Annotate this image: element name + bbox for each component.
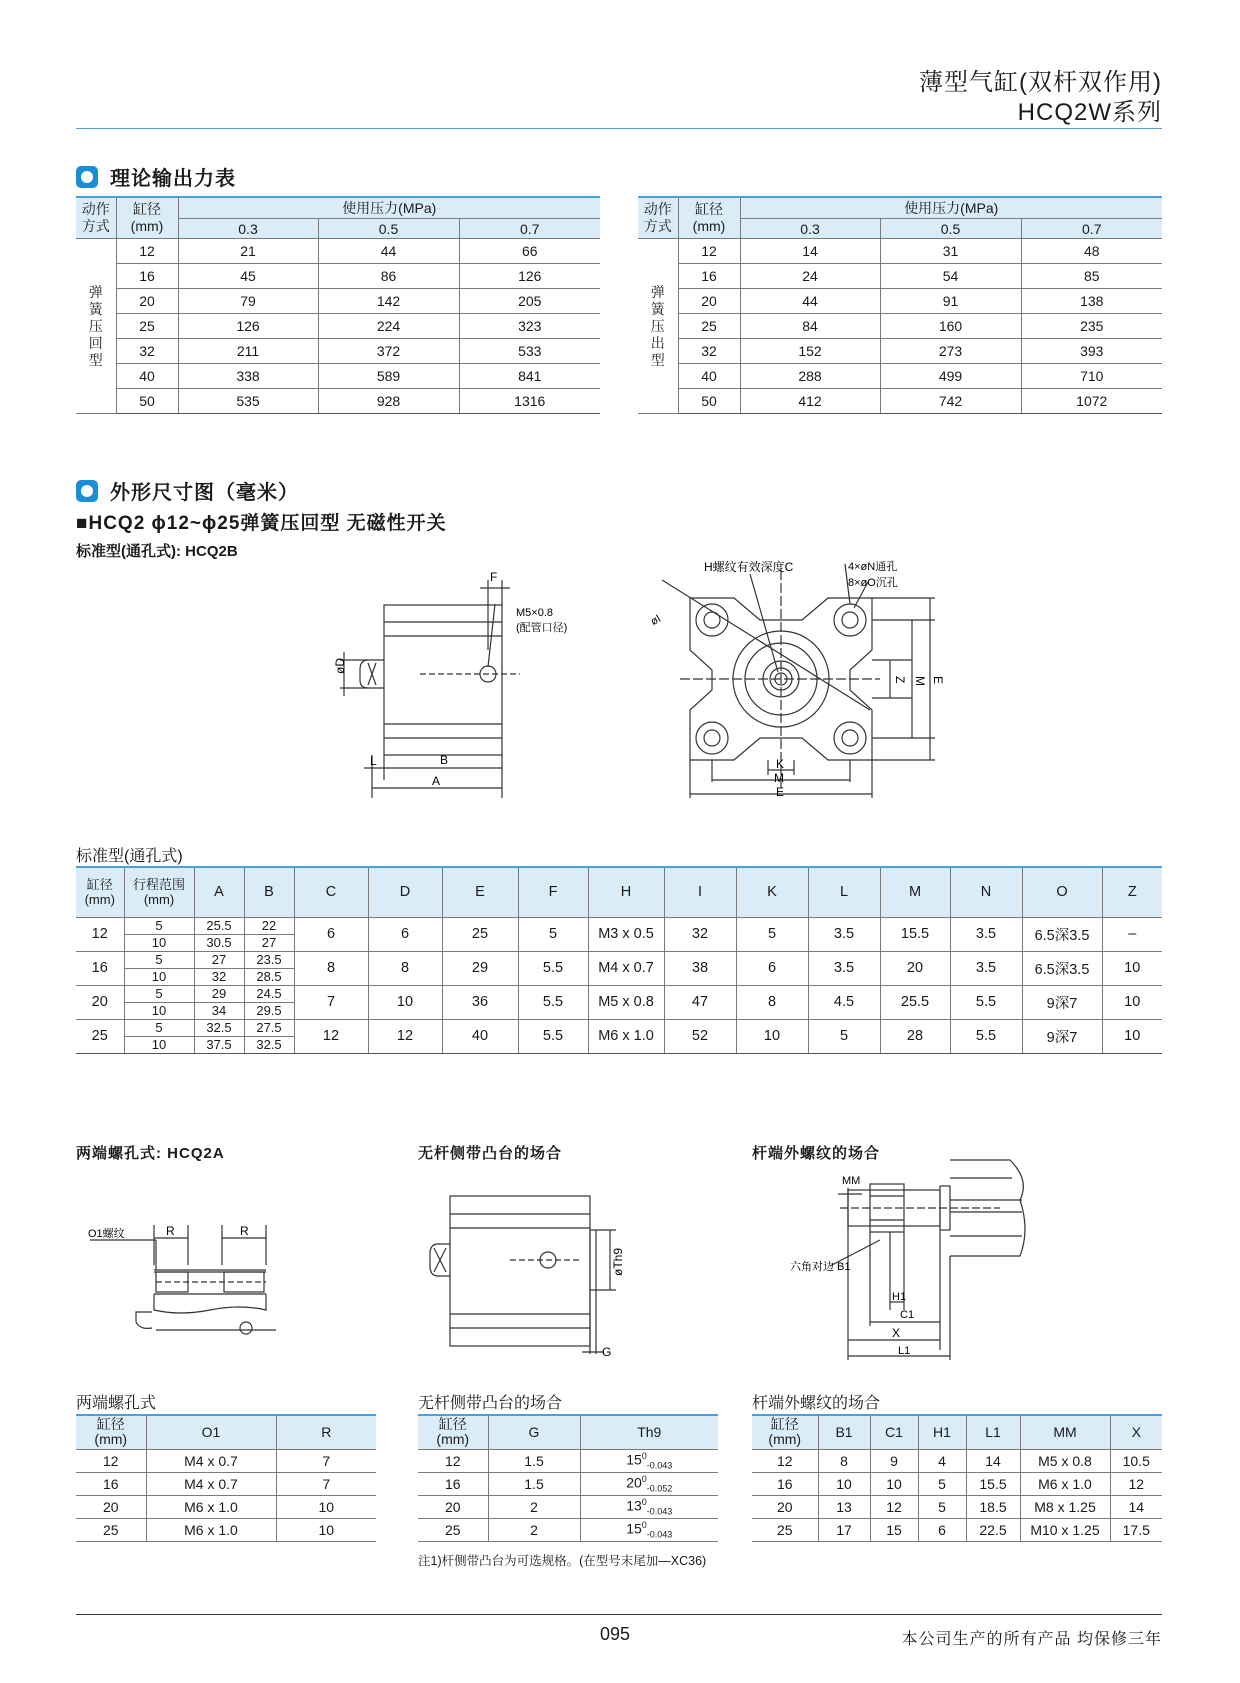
header-bore: 缸径 (mm) — [752, 1415, 818, 1449]
table-cell: 14 — [966, 1449, 1020, 1472]
pressure-0-5: 0.5 — [318, 219, 459, 239]
header-N: N — [950, 867, 1022, 917]
table-cell: 10 — [1102, 985, 1162, 1019]
section-bullet-icon — [76, 480, 98, 502]
table-cell: 8 — [818, 1449, 870, 1472]
table-cell: 499 — [880, 364, 1021, 389]
header-mm: MM — [1020, 1415, 1110, 1449]
table-cell: 9深7 — [1022, 1019, 1102, 1053]
table-cell: 25 — [76, 1019, 124, 1053]
table-cell: 20 — [880, 951, 950, 985]
dim-label-E: E — [931, 676, 945, 685]
header-th9: Th9 — [580, 1415, 718, 1449]
dim-label-R-right: R — [240, 1224, 249, 1238]
header-H: H — [588, 867, 664, 917]
table-cell: 27.5 — [244, 1019, 294, 1036]
table-cell: 9深7 — [1022, 985, 1102, 1019]
table-cell: 34 — [194, 1002, 244, 1019]
table-cell: 20 — [116, 289, 178, 314]
table-cell: M4 x 0.7 — [146, 1449, 276, 1472]
header-bore: 缸径 (mm) — [76, 1415, 146, 1449]
table-cell: 5.5 — [518, 1019, 588, 1053]
dim-label-F: F — [490, 570, 498, 584]
header-L: L — [808, 867, 880, 917]
table-cell: 126 — [178, 314, 318, 339]
table-a-caption: 两端螺孔式 — [76, 1395, 157, 1412]
header-pressure: 使用压力(MPa) — [178, 197, 600, 219]
table-cell: 91 — [880, 289, 1021, 314]
table-cell: 20 — [76, 985, 124, 1019]
table-cell: 10 — [276, 1518, 376, 1541]
table-cell: 5 — [918, 1472, 966, 1495]
force-table-spring-extend — [638, 196, 1162, 414]
table-cell: 5 — [518, 917, 588, 951]
dim-label-E-horizontal: E — [776, 785, 785, 799]
table-cell: 32.5 — [244, 1036, 294, 1053]
table-cell: 28 — [880, 1019, 950, 1053]
tapped-ends-table — [76, 1414, 376, 1542]
dim-label-X: X — [892, 1326, 901, 1340]
boss-head-drawing — [420, 1176, 625, 1359]
action-type-cell: 弹 簧 压 出 型 — [638, 239, 678, 414]
subsection-rod-male-thread: 杆端外螺纹的场合 — [752, 1145, 881, 1162]
table-cell: 23.5 — [244, 951, 294, 968]
table-cell: 86 — [318, 264, 459, 289]
table-cell: 10 — [1102, 1019, 1162, 1053]
table-cell: 16 — [418, 1472, 488, 1495]
thread-mm-label: MM — [842, 1175, 861, 1187]
table-cell: 14 — [1110, 1495, 1162, 1518]
section-bullet-icon — [76, 166, 98, 188]
table-c-caption: 杆端外螺纹的场合 — [752, 1395, 881, 1412]
header-stroke: 行程范围 (mm) — [124, 867, 194, 917]
table-cell: 5 — [124, 1019, 194, 1036]
table-cell: 235 — [1021, 314, 1162, 339]
table-cell: 7 — [276, 1472, 376, 1495]
table-cell: 66 — [459, 239, 600, 264]
table-cell: 15 — [870, 1518, 918, 1541]
table-cell: 1.5 — [488, 1449, 580, 1472]
table-cell: 20 — [752, 1495, 818, 1518]
table-cell: – — [1102, 917, 1162, 951]
table-cell: 17.5 — [1110, 1518, 1162, 1541]
table-cell: 16 — [76, 1472, 146, 1495]
table-cell: 12 — [752, 1449, 818, 1472]
port-thread-label: M5×0.8 — [516, 607, 553, 619]
header-C: C — [294, 867, 368, 917]
table-cell: 17 — [818, 1518, 870, 1541]
table-cell: 7 — [276, 1449, 376, 1472]
table-cell: 10 — [818, 1472, 870, 1495]
pressure-0-3: 0.3 — [178, 219, 318, 239]
tolerance-cell: $15^0_{-0.043}$ — [580, 1518, 718, 1541]
table-cell: 393 — [1021, 339, 1162, 364]
table-cell: 7 — [294, 985, 368, 1019]
table-cell: 30.5 — [194, 934, 244, 951]
table-cell: M4 x 0.7 — [146, 1472, 276, 1495]
port-note-label: (配管口径) — [516, 622, 568, 634]
table-cell: 5 — [124, 951, 194, 968]
table-cell: 45 — [178, 264, 318, 289]
table-cell: 29 — [194, 985, 244, 1002]
table-cell: 5.5 — [518, 985, 588, 1019]
table-cell: 52 — [664, 1019, 736, 1053]
table-cell: M8 x 1.25 — [1020, 1495, 1110, 1518]
header-O: O — [1022, 867, 1102, 917]
table-cell: 40 — [116, 364, 178, 389]
table-cell: 13 — [818, 1495, 870, 1518]
table-cell: 1316 — [459, 389, 600, 414]
table-cell: 5.5 — [950, 985, 1022, 1019]
header-o1: O1 — [146, 1415, 276, 1449]
table-cell: 338 — [178, 364, 318, 389]
header-M: M — [880, 867, 950, 917]
table-cell: 5 — [918, 1495, 966, 1518]
table-cell: 50 — [678, 389, 740, 414]
section-force-heading — [76, 162, 236, 191]
table-cell: 16 — [752, 1472, 818, 1495]
table-cell: 12 — [76, 1449, 146, 1472]
table-cell: 25 — [418, 1518, 488, 1541]
table-cell: 25 — [76, 1518, 146, 1541]
table-cell: 3.5 — [808, 917, 880, 951]
thread-depth-label: H螺纹有效深度C — [704, 560, 794, 574]
header-action-2: 方式 — [81, 218, 110, 234]
table-cell: 6 — [294, 917, 368, 951]
table-cell: 29 — [442, 951, 518, 985]
pressure-0-7: 0.7 — [459, 219, 600, 239]
table-cell: 6 — [918, 1518, 966, 1541]
pressure-0-3: 0.3 — [740, 219, 880, 239]
header-pressure: 使用压力(MPa) — [740, 197, 1162, 219]
header-F: F — [518, 867, 588, 917]
dim-label-H1: H1 — [892, 1291, 907, 1303]
table-cell: 742 — [880, 389, 1021, 414]
table-cell: 32 — [664, 917, 736, 951]
dim-label-K: K — [776, 757, 785, 771]
table-cell: 85 — [1021, 264, 1162, 289]
table-cell: 412 — [740, 389, 880, 414]
table-cell: 5 — [124, 985, 194, 1002]
table-cell: 12 — [116, 239, 178, 264]
table-cell: 533 — [459, 339, 600, 364]
dim-label-G: G — [602, 1345, 612, 1359]
table-cell: 37.5 — [194, 1036, 244, 1053]
header-bore-1: 缸径 — [695, 201, 723, 217]
table-cell: 8 — [294, 951, 368, 985]
table-cell: 54 — [880, 264, 1021, 289]
header-D: D — [368, 867, 442, 917]
subsection-tapped-both-ends: 两端螺孔式: HCQ2A — [76, 1145, 225, 1162]
table-cell: 27 — [244, 934, 294, 951]
tolerance-cell: $15^0_{-0.043}$ — [580, 1449, 718, 1472]
table-cell: 38 — [664, 951, 736, 985]
table-cell: 6 — [736, 951, 808, 985]
table-cell: 3.5 — [808, 951, 880, 985]
rod-male-thread-drawing — [790, 1160, 1040, 1360]
header-bore-2: (mm) — [692, 218, 726, 234]
table-b-caption: 无杆侧带凸台的场合 — [418, 1395, 563, 1412]
table-cell: M3 x 0.5 — [588, 917, 664, 951]
page-number: 095 — [600, 1624, 631, 1644]
dim-label-I: øI — [648, 612, 664, 629]
table-cell: 79 — [178, 289, 318, 314]
header-divider — [76, 128, 1162, 129]
table-cell: 40 — [678, 364, 740, 389]
table-cell: 32 — [194, 968, 244, 985]
table-cell: 372 — [318, 339, 459, 364]
table-cell: 3.5 — [950, 951, 1022, 985]
header-x: X — [1110, 1415, 1162, 1449]
table-cell: 10 — [1102, 951, 1162, 985]
action-type-cell: 弹 簧 压 回 型 — [76, 239, 116, 414]
dim-label-Z: Z — [893, 676, 907, 684]
table-cell: M10 x 1.25 — [1020, 1518, 1110, 1541]
table-cell: 10 — [736, 1019, 808, 1053]
table-cell: 8 — [368, 951, 442, 985]
header-action-2: 方式 — [643, 218, 672, 234]
table-cell: M6 x 1.0 — [146, 1518, 276, 1541]
table-cell: 12 — [678, 239, 740, 264]
table-cell: 20 — [418, 1495, 488, 1518]
table-cell: 12 — [870, 1495, 918, 1518]
table-cell: 5 — [124, 917, 194, 934]
table-cell: 28.5 — [244, 968, 294, 985]
table-cell: 15.5 — [880, 917, 950, 951]
pressure-0-7: 0.7 — [1021, 219, 1162, 239]
table-cell: 16 — [116, 264, 178, 289]
table-cell: 1.5 — [488, 1472, 580, 1495]
header-I: I — [664, 867, 736, 917]
standard-type-label: 标准型(通孔式): HCQ2B — [76, 543, 238, 560]
subsection-boss-head-side: 无杆侧带凸台的场合 — [418, 1145, 563, 1162]
footer-divider — [76, 1614, 1162, 1615]
dim-label-B: B — [440, 753, 449, 767]
table-cell: 40 — [442, 1019, 518, 1053]
dim-label-L1: L1 — [898, 1345, 911, 1357]
table-cell: 12 — [418, 1449, 488, 1472]
table-cell: 589 — [318, 364, 459, 389]
table-cell: 25.5 — [880, 985, 950, 1019]
table-cell: 273 — [880, 339, 1021, 364]
table-cell: 142 — [318, 289, 459, 314]
table-cell: 44 — [318, 239, 459, 264]
counterbore-label: 8×øO沉孔 — [848, 577, 898, 589]
dim-label-M-horizontal: M — [774, 771, 784, 785]
rod-male-thread-table — [752, 1414, 1162, 1542]
table-cell: 10 — [124, 934, 194, 951]
table-cell: 9 — [870, 1449, 918, 1472]
header-B: B — [244, 867, 294, 917]
table-cell: 10 — [368, 985, 442, 1019]
table-cell: M5 x 0.8 — [588, 985, 664, 1019]
catalog-title: 薄型气缸(双杆双作用) — [919, 69, 1162, 96]
front-view-drawing — [648, 560, 945, 805]
table-cell: 48 — [1021, 239, 1162, 264]
header-h1: H1 — [918, 1415, 966, 1449]
model-subtitle: ■HCQ2 ϕ12~ϕ25弹簧压回型 无磁性开关 — [76, 513, 447, 534]
table-cell: 12 — [76, 917, 124, 951]
table-cell: 1072 — [1021, 389, 1162, 414]
dim-label-L: L — [370, 754, 377, 768]
table-cell: 160 — [880, 314, 1021, 339]
table-cell: 10 — [124, 1002, 194, 1019]
header-E: E — [442, 867, 518, 917]
hex-width-label: 六角对边 B1 — [790, 1261, 851, 1273]
table-cell: 16 — [678, 264, 740, 289]
header-action-1: 动作 — [81, 201, 110, 217]
table-cell: 18.5 — [966, 1495, 1020, 1518]
table-cell: 20 — [678, 289, 740, 314]
table-cell: M6 x 1.0 — [1020, 1472, 1110, 1495]
table-cell: 224 — [318, 314, 459, 339]
footnote: 注1)杆侧带凸台为可选规格。(在型号末尾加—XC36) — [418, 1554, 707, 1568]
table-cell: 47 — [664, 985, 736, 1019]
table-cell: 36 — [442, 985, 518, 1019]
series-name: HCQ2W系列 — [1017, 99, 1162, 126]
table-cell: 29.5 — [244, 1002, 294, 1019]
table-cell: 288 — [740, 364, 880, 389]
section-dimensions-heading — [76, 476, 299, 505]
table-cell: 27 — [194, 951, 244, 968]
table-cell: 126 — [459, 264, 600, 289]
tapped-ends-drawing — [80, 1210, 290, 1340]
table-cell: 10 — [276, 1495, 376, 1518]
dim-label-C1: C1 — [900, 1309, 915, 1321]
boss-head-table — [418, 1414, 718, 1542]
table-cell: 6 — [368, 917, 442, 951]
table-cell: 205 — [459, 289, 600, 314]
table-cell: M6 x 1.0 — [588, 1019, 664, 1053]
warranty-note: 本公司生产的所有产品 均保修三年 — [901, 1631, 1162, 1648]
table-cell: 25 — [752, 1518, 818, 1541]
table-cell: 5.5 — [518, 951, 588, 985]
thread-o1-label: O1螺纹 — [88, 1228, 125, 1240]
pressure-0-5: 0.5 — [880, 219, 1021, 239]
header-Z: Z — [1102, 867, 1162, 917]
header-bore-2: (mm) — [130, 218, 164, 234]
table-cell: 84 — [740, 314, 880, 339]
table-cell: 710 — [1021, 364, 1162, 389]
table-cell: 10 — [870, 1472, 918, 1495]
header-K: K — [736, 867, 808, 917]
table-cell: 32 — [678, 339, 740, 364]
table-cell: 211 — [178, 339, 318, 364]
dim-label-Th9: øTh9 — [611, 1247, 625, 1276]
table-cell: 50 — [116, 389, 178, 414]
table-cell: 5.5 — [950, 1019, 1022, 1053]
table-cell: 2 — [488, 1518, 580, 1541]
table-cell: 31 — [880, 239, 1021, 264]
table-cell: 3.5 — [950, 917, 1022, 951]
table-cell: 535 — [178, 389, 318, 414]
table-cell: 5 — [808, 1019, 880, 1053]
table-cell: 25 — [678, 314, 740, 339]
table-cell: 10 — [124, 1036, 194, 1053]
table-cell: 10.5 — [1110, 1449, 1162, 1472]
table-cell: 20 — [76, 1495, 146, 1518]
table-cell: 4.5 — [808, 985, 880, 1019]
dim-label-D: øD — [333, 658, 347, 674]
table-cell: 6.5深3.5 — [1022, 917, 1102, 951]
table-cell: 6.5深3.5 — [1022, 951, 1102, 985]
tolerance-cell: $13^0_{-0.043}$ — [580, 1495, 718, 1518]
table-cell: 12 — [368, 1019, 442, 1053]
tolerance-cell: $20^0_{-0.052}$ — [580, 1472, 718, 1495]
section-dimensions-title: 外形尺寸图（毫米） — [110, 482, 299, 504]
table-cell: 24 — [740, 264, 880, 289]
header-A: A — [194, 867, 244, 917]
table-cell: 138 — [1021, 289, 1162, 314]
table-cell: 12 — [294, 1019, 368, 1053]
side-view-drawing — [320, 570, 568, 800]
header-c1: C1 — [870, 1415, 918, 1449]
header-action-1: 动作 — [643, 201, 672, 217]
through-hole-label: 4×øN通孔 — [848, 561, 898, 573]
table-cell: 2 — [488, 1495, 580, 1518]
table-cell: 5 — [736, 917, 808, 951]
table-cell: 25.5 — [194, 917, 244, 934]
header-bore-1: 缸径 — [133, 201, 161, 217]
table-cell: 25 — [442, 917, 518, 951]
table-cell: 21 — [178, 239, 318, 264]
header-l1: L1 — [966, 1415, 1020, 1449]
table-cell: 32.5 — [194, 1019, 244, 1036]
table-cell: 12 — [1110, 1472, 1162, 1495]
table-cell: M4 x 0.7 — [588, 951, 664, 985]
header-r: R — [276, 1415, 376, 1449]
header-bore: 缸径 (mm) — [418, 1415, 488, 1449]
header-g: G — [488, 1415, 580, 1449]
header-b1: B1 — [818, 1415, 870, 1449]
table-cell: M6 x 1.0 — [146, 1495, 276, 1518]
table-cell: 841 — [459, 364, 600, 389]
table-cell: 16 — [76, 951, 124, 985]
table-cell: 44 — [740, 289, 880, 314]
table-cell: 32 — [116, 339, 178, 364]
table-cell: 22.5 — [966, 1518, 1020, 1541]
header-bore: 缸径 (mm) — [76, 867, 124, 917]
table-cell: 928 — [318, 389, 459, 414]
force-table-spring-return — [76, 196, 600, 414]
table-cell: M5 x 0.8 — [1020, 1449, 1110, 1472]
table-cell: 25 — [116, 314, 178, 339]
table-cell: 24.5 — [244, 985, 294, 1002]
table-cell: 10 — [124, 968, 194, 985]
table-cell: 14 — [740, 239, 880, 264]
table-cell: 8 — [736, 985, 808, 1019]
dim-label-M: M — [913, 676, 927, 686]
section-force-title: 理论输出力表 — [110, 168, 236, 190]
dim-table-caption: 标准型(通孔式) — [76, 848, 183, 865]
table-cell: 152 — [740, 339, 880, 364]
table-cell: 15.5 — [966, 1472, 1020, 1495]
dimension-table — [76, 866, 1162, 1054]
table-cell: 4 — [918, 1449, 966, 1472]
dim-label-A: A — [432, 774, 441, 788]
table-cell: 323 — [459, 314, 600, 339]
table-cell: 22 — [244, 917, 294, 934]
dim-label-R-left: R — [166, 1224, 175, 1238]
